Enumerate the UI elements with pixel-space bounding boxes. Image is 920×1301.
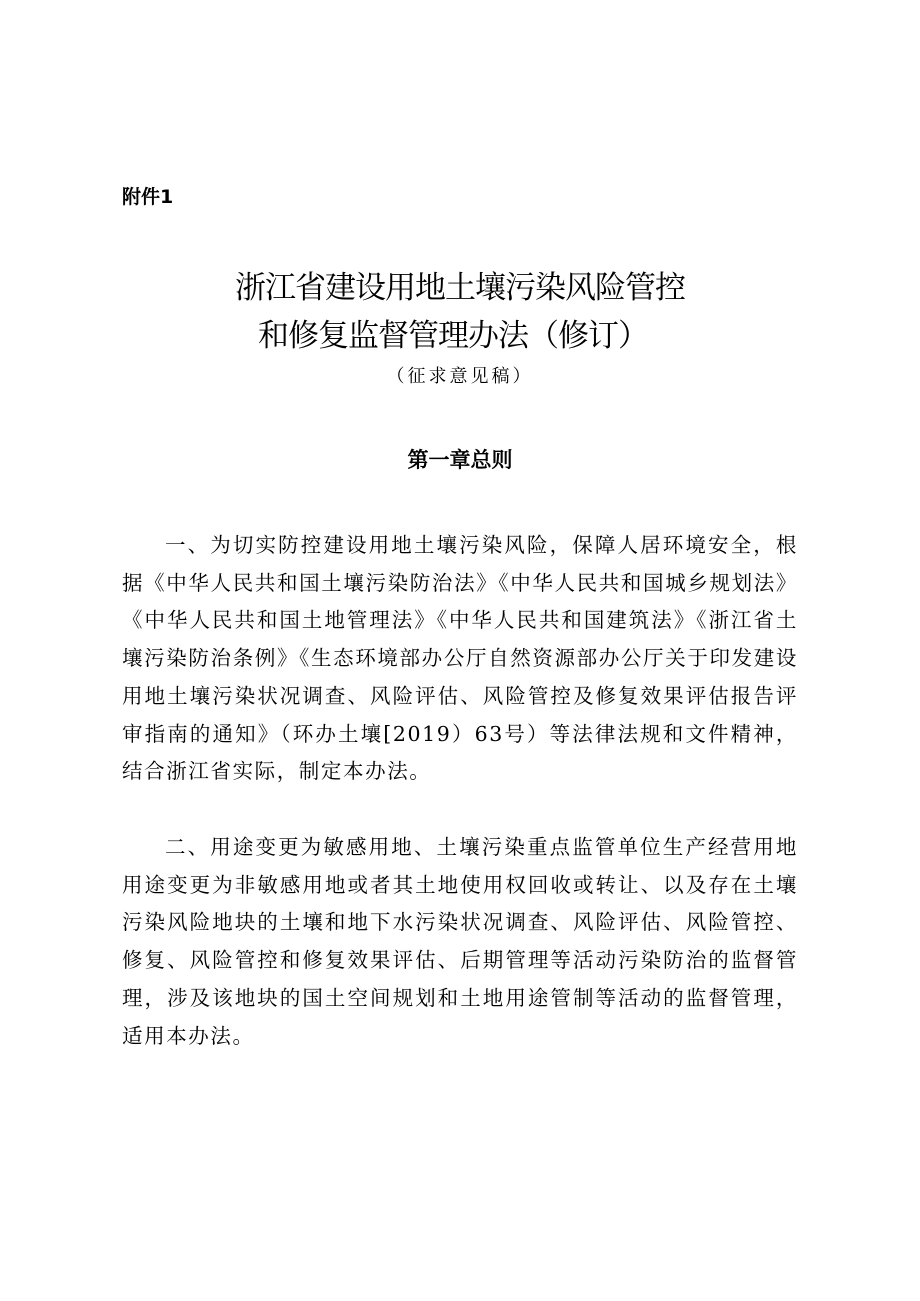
chapter-heading: 第一章总则 [407, 448, 513, 472]
document-title-line-2: 和修复监督管理办法（修订） [258, 318, 648, 354]
document-title-line-1: 浙江省建设用地土壤污染风险管控 [235, 270, 685, 306]
draft-subtitle: （征求意见稿） [386, 366, 534, 387]
paragraph-1: 一、为切实防控建设用地土壤污染风险，保障人居环境安全，根据《中华人民共和国土壤污染防治法》《中华人民共和国城乡规划法》《中华人民共和国土地管理法》《中华人民共和国建筑法》《浙江省土壤污染防治条例》《生态环境部办公厅自然资源部办公厅关于印发建设用地土壤污染状况调查、风险评估、风险管控及修复效果评估报告评审指南的通知》（环办土壤[2019）63号）等法律法规和文件精神，结合浙江省实际，制定本办法。 [122, 533, 798, 784]
attachment-label: 附件1 [122, 186, 174, 208]
paragraph-2: 二、用途变更为敏感用地、土壤污染重点监管单位生产经营用地用途变更为非敏感用地或者其土地使用权回收或转让、以及存在土壤污染风险地块的土壤和地下水污染状况调查、风险评估、风险管控、修复、风险管控和修复效果评估、后期管理等活动污染防治的监督管理，涉及该地块的国土空间规划和土地用途管制等活动的监督管理，适用本办法。 [122, 835, 798, 1048]
